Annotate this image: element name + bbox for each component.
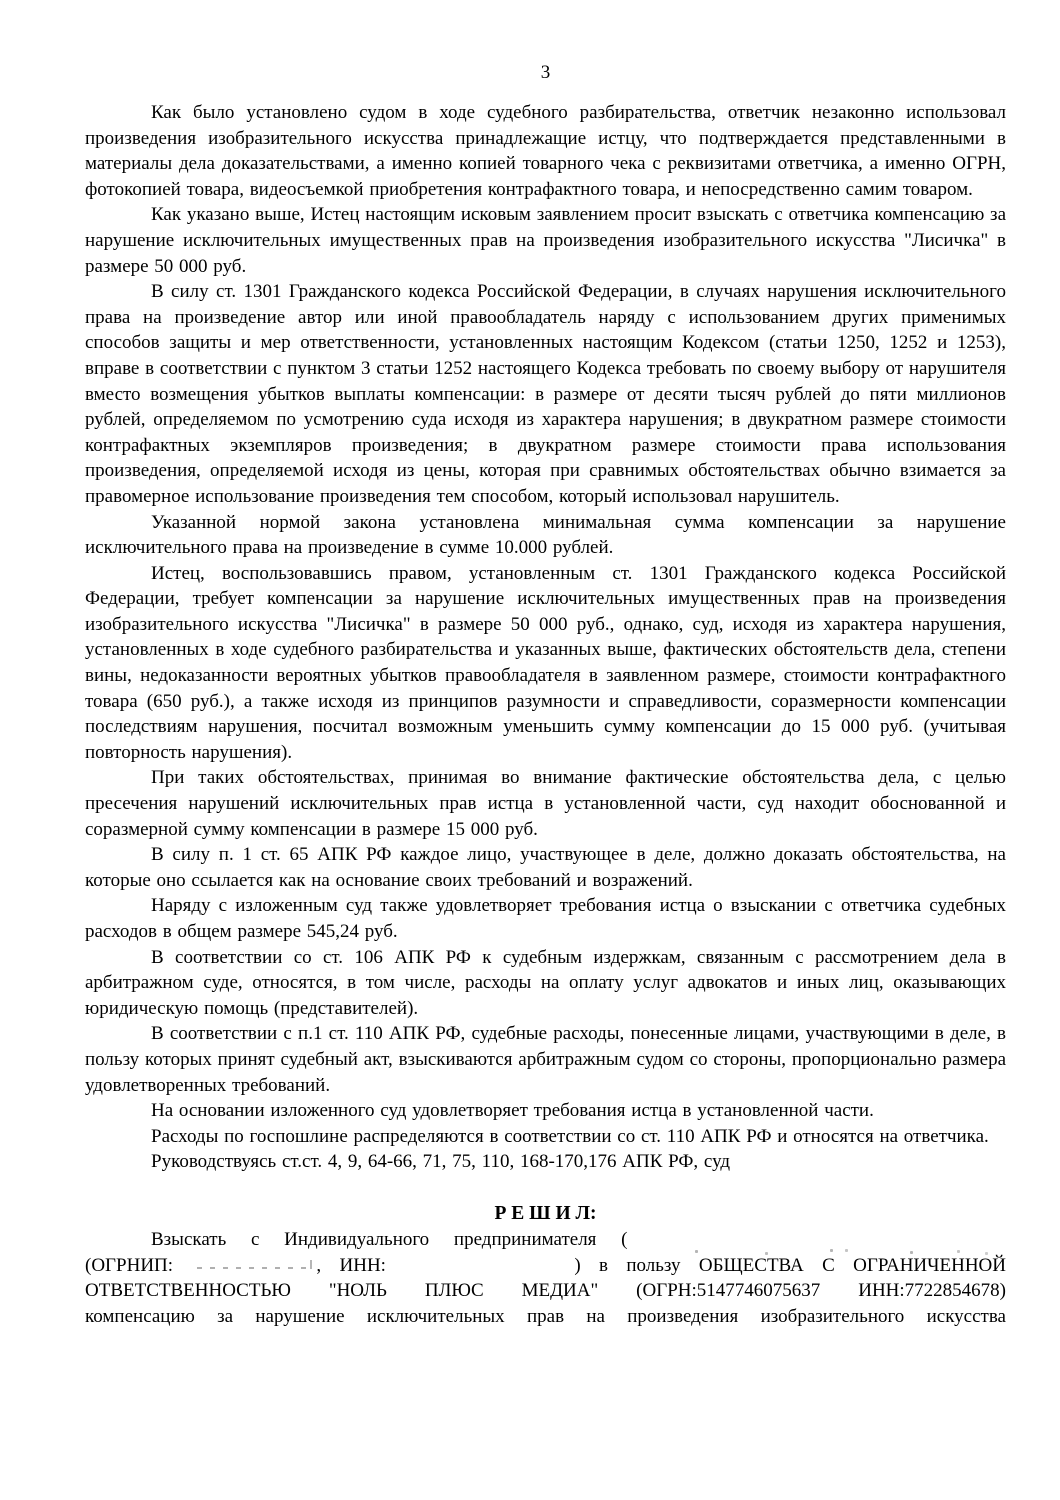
inn-label: , ИНН: xyxy=(316,1254,386,1276)
redacted-ogrnip-value xyxy=(191,1257,316,1271)
body-paragraph-state-duty: Расходы по госпошлине распределяются в соответствии со ст. 110 АПК РФ и относятся на ответчика. xyxy=(151,1125,989,1147)
redaction-artifacts xyxy=(695,1250,698,1253)
body-paragraph-article-1301: В силу ст. 1301 Гражданского кодекса Российской Федерации, в случаях нарушения исключительного права на произведение автор или иной правообладатель наряду с использованием других применимых способов защиты и мер ответственности, установленных настоящим Кодексом (статьи 1250, 1252 и 1253), вправе в соответствии с пунктом 3 статьи 1252 настоящего Кодекса требовать по своему выбору от нарушителя вместо возмещения убытков выплаты компенсации: в размере от десяти тысяч рублей до пяти миллионов рублей, определяемом по усмотрению суда исходя из характера нарушения; в двукратном размере стоимости контрафактных экземпляров произведения; в двукратном размере стоимости права использования произведения, определяемой исходя из цены, которая при сравнимых обстоятельствах обычно взимается за правомерное использование произведения тем способом, который использовал нарушитель. xyxy=(85,281,1006,507)
body-paragraph-apk-106: В соответствии со ст. 106 АПК РФ к судебным издержкам, связанным с рассмотрением дела в арбитражном суде, относятся, в том числе, расходы на оплату услуг адвокатов и иных лиц, оказывающих юридическую помощь (представителей). xyxy=(85,946,1006,1019)
ruling-line-requisites xyxy=(85,1253,1006,1279)
body-paragraph-compensation-reduction: Истец, воспользовавшись правом, установленным ст. 1301 Гражданского кодекса Российской Федерации, требует компенсации за нарушение исключительных имущественных прав на произведения изобразительного искусства "Лисичка" в размере 50 000 руб., однако, суд, исходя из характера нарушения, установленных в ходе судебного разбирательства и указанных выше, фактических обстоятельств дела, степени вины, недоказанности вероятных убытков правообладателя в заявленном размере, стоимости контрафактного товара (650 руб.), а также исходя из принципов разумности и справедливости, соразмерности компенсации последствиям нарушения, посчитал возможным уменьшить сумму компенсации до 15 000 руб. (учитывая повторность нарушения). xyxy=(85,562,1006,763)
body-paragraph-claims-satisfied: На основании изложенного суд удовлетворяет требования истца в установленной части. xyxy=(151,1100,874,1122)
ruling-heading: Р Е Ш И Л: xyxy=(494,1202,597,1224)
ruling-line-compensation: компенсацию за нарушение исключительных прав на произведения изобразительного искусства xyxy=(85,1305,1006,1327)
ogrnip-label: (ОГРНИП: xyxy=(85,1254,174,1276)
page-number: 3 xyxy=(540,62,551,83)
body-paragraph-court-finding: При таких обстоятельствах, принимая во внимание фактические обстоятельства дела, с целью пресечения нарушений исключительных прав истца в установленной части, суд находит обоснованной и соразмерной сумму компенсации в размере 15 000 руб. xyxy=(85,767,1006,840)
body-paragraph-apk-110: В соответствии с п.1 ст. 110 АПК РФ, судебные расходы, понесенные лицами, участвующими в деле, в пользу которых принят судебный акт, взыскиваются арбитражным судом со стороны, пропорционально размера удовлетворенных требований. xyxy=(85,1023,1006,1096)
body-paragraph-established-by-court: Как было установлено судом в ходе судебного разбирательства, ответчик незаконно использовал произведения изобразительного искусства принадлежащие истцу, что подтверждается представленными в материалы дела доказательствами, а именно копией товарного чека с реквизитами ответчика, а именно ОГРН, фотокопией товара, видеосъемкой приобретения контрафактного товара, и непосредственно самим товаром. xyxy=(85,102,1006,200)
ruling-line-defendant xyxy=(85,1227,1006,1253)
ruling-beneficiary-text: ) в пользу ОБЩЕСТВА С ОГРАНИЧЕННОЙ xyxy=(574,1254,1006,1276)
body-paragraph-apk-65: В силу п. 1 ст. 65 АПК РФ каждое лицо, участвующее в деле, должно доказать обстоятельства, на которые оно ссылается как на основание своих требований и возражений. xyxy=(85,844,1006,891)
body-paragraph-guided-by: Руководствуясь ст.ст. 4, 9, 64-66, 71, 75, 110, 168-170,176 АПК РФ, суд xyxy=(151,1151,731,1173)
body-paragraph-minimum-compensation: Указанной нормой закона установлена минимальная сумма компенсации за нарушение исключительного права на произведение в сумме 10.000 рублей. xyxy=(85,511,1006,559)
body-paragraph-court-costs: Наряду с изложенным суд также удовлетворяет требования истца о взыскании с ответчика судебных расходов в общем размере 545,24 руб. xyxy=(85,895,1006,942)
ruling-line-defendant-text: Взыскать с Индивидуального предпринимателя ( xyxy=(151,1228,628,1250)
page-content xyxy=(85,60,1006,1329)
ruling-line-company-requisites: ОТВЕТСТВЕННОСТЬЮ "НОЛЬ ПЛЮС МЕДИА" (ОГРН:5147746075637 ИНН:7722854678) xyxy=(85,1280,1006,1302)
body-paragraph-claim-amount: Как указано выше, Истец настоящим исковым заявлением просит взыскать с ответчика компенсацию за нарушение исключительных имущественных прав на произведения изобразительного искусства "Лисичка" в размере 50 000 руб. xyxy=(85,204,1006,277)
redacted-inn-value xyxy=(404,1257,574,1271)
